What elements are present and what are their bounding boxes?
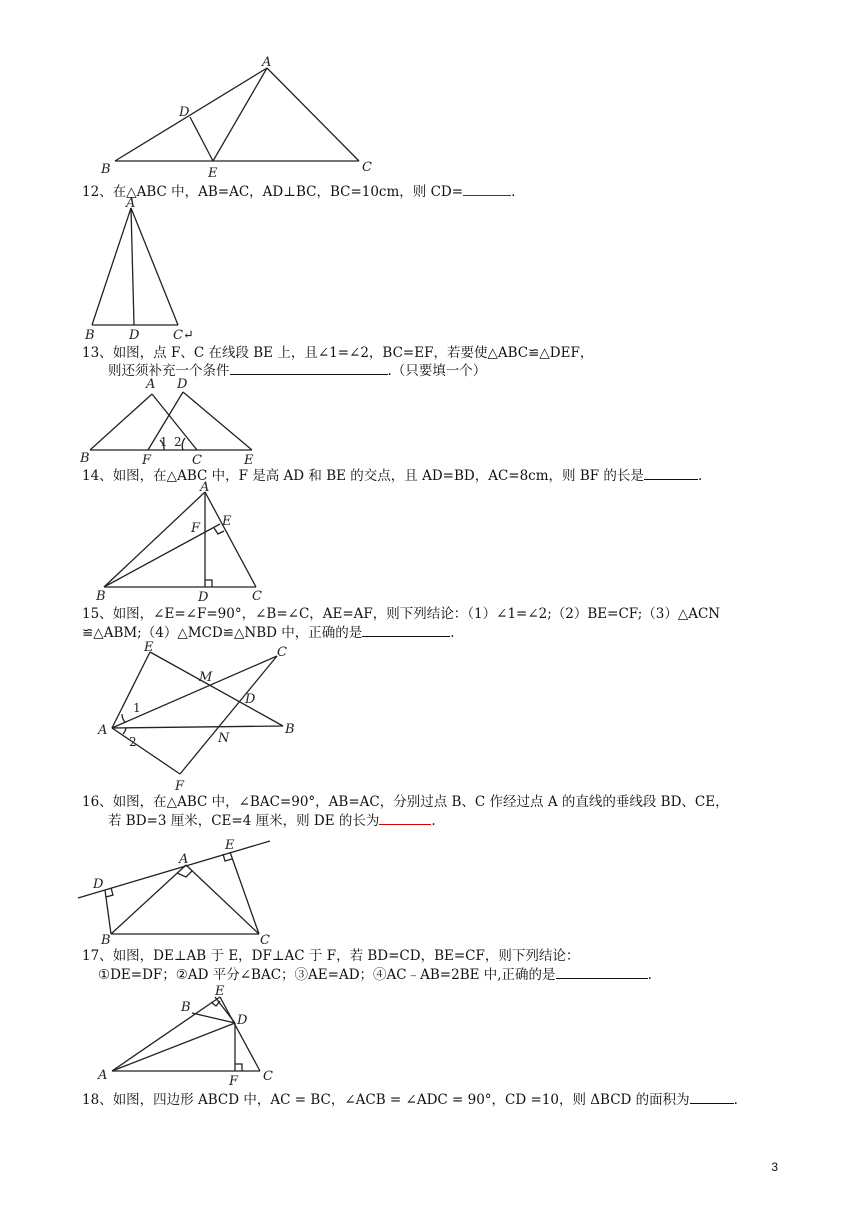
segment [230,852,259,934]
point-label-c: C [263,1069,273,1084]
segment [213,68,267,161]
segment [112,726,283,728]
point-label-c: C↵ [173,328,194,343]
point-label-m: M [199,670,213,685]
figure-angle-bisector [95,983,285,1089]
segment [186,865,259,934]
segment [112,997,220,1071]
question-end: . [733,1092,738,1108]
point-label-b: B [85,328,95,343]
point-label-b: B [80,451,90,466]
point-label-e: E [244,453,254,468]
segment [183,392,252,450]
point-label-a: A [98,723,108,738]
point-label-b: B [101,933,111,948]
point-label-e: E [144,640,154,655]
point-label-e: E [215,984,225,999]
point-label-a: A [200,480,210,495]
answer-blank[interactable] [644,467,698,480]
point-label-two: 2 [174,435,182,449]
question-text: 如图，DE⊥AB 于 E，DF⊥AC 于 F，若 BD=CD，BE=CF，则下列结论： [112,948,580,964]
point-label-e: E [222,514,232,529]
point-label-n: N [218,731,230,746]
point-label-f: F [191,521,201,536]
segment [104,524,220,587]
question-end: . [697,468,703,484]
point-label-e: E [225,838,235,853]
figure-altitudes-triangle [92,480,282,605]
question-13-line1 [82,344,593,362]
question-16-line2 [108,812,436,830]
question-text: 若 BD=3 厘米，CE=4 厘米，则 DE 的长为 [108,813,380,829]
question-number: 12、 [82,184,113,200]
point-label-c: C [192,453,202,468]
question-end: .（只要填一个） [387,363,487,379]
question-end: . [450,625,455,641]
angle-arc [182,438,185,450]
question-text: ①DE=DF；②AD 平分∠BAC；③AE=AD；④AC﹣AB=2BE 中,正确的是 [98,967,556,983]
point-label-one: 1 [160,435,168,449]
point-label-b: B [285,722,295,737]
point-label-a: A [98,1068,108,1083]
point-label-d: D [179,105,190,120]
point-label-a: A [126,196,136,211]
point-label-a: A [262,55,272,70]
point-label-d: D [93,877,104,892]
question-text: 在△ABC 中，AB=AC，AD⊥BC，BC=10cm，则 CD= [112,184,464,200]
answer-blank[interactable] [362,624,450,637]
answer-blank[interactable] [230,362,388,375]
question-number: 13、 [82,345,113,361]
segment [112,1023,235,1071]
right-angle-mark [205,580,212,587]
question-number: 15、 [82,606,113,622]
segment [90,394,152,450]
angle-arc [123,728,126,734]
angle-arc [122,714,125,722]
page-number: 3 [771,1160,778,1174]
segment [104,492,205,587]
question-16-line1 [82,793,729,811]
segment [131,208,178,325]
segment [150,652,283,726]
segment [115,68,267,161]
point-label-two: 2 [129,735,137,749]
figure-isosceles-triangle [85,198,215,343]
answer-blank[interactable] [556,966,648,979]
point-label-e: E [208,166,218,181]
point-label-c: C [252,589,262,604]
question-end: . [647,967,652,983]
question-number: 17、 [82,948,113,964]
point-label-b: B [181,1000,191,1015]
point-label-c: C [277,645,287,660]
point-label-c: C [260,933,270,948]
figure-right-isosceles-perpendiculars [75,838,275,950]
question-18 [82,1091,738,1109]
point-label-b: B [96,589,106,604]
point-label-d: D [177,377,188,392]
point-label-one: 1 [133,701,141,715]
question-number: 16、 [82,794,113,810]
point-label-f: F [142,453,152,468]
segment [205,492,256,587]
question-text: 如图，四边形 ABCD 中，AC = BC，∠ACB = ∠ADC = 90°，CD =10，则 ΔBCD 的面积为 [112,1092,690,1108]
point-label-f: F [175,779,185,794]
segment [92,208,131,325]
segment [111,865,186,934]
point-label-c: C [362,160,372,175]
figure-congruent-crossing [95,638,305,793]
answer-blank[interactable] [690,1091,734,1104]
point-label-d: D [198,590,209,605]
point-label-d: D [129,328,140,343]
figure-two-triangles [80,378,270,468]
right-angle-mark [235,1064,242,1071]
point-label-f: F [229,1074,239,1089]
point-label-a: A [179,852,189,867]
segment [78,841,270,898]
question-15-line1 [82,605,720,623]
point-label-d: D [237,1013,248,1028]
segment [267,68,359,161]
question-end: . [511,184,516,200]
question-text: 则还须补充一个条件 [108,363,230,379]
question-17-line2 [98,966,652,984]
question-text: 如图，∠E=∠F=90°，∠B=∠C，AE=AF，则下列结论：（1）∠1=∠2;（2）BE=CF;（3）△ACN [112,606,721,622]
question-text: 如图，在△ABC 中，∠BAC=90°，AB=AC，分别过点 B、C 作经过点 A 的直线的垂线段 BD、CE， [112,794,729,810]
question-text: 如图，在△ABC 中，F 是高 AD 和 BE 的交点，且 AD=BD，AC=8cm，则 BF 的长是 [112,468,644,484]
segment [112,652,150,728]
segment [220,997,260,1071]
question-number: 18、 [82,1092,113,1108]
segment [131,208,134,325]
question-text: ≌△ABM;（4）△MCD≌△NBD 中，正确的是 [82,625,363,641]
question-text: 如图，点 F、C 在线段 BE 上，且∠1=∠2，BC=EF，若要使△ABC≌△DEF， [112,345,594,361]
point-label-d: D [245,692,256,707]
point-label-b: B [101,162,111,177]
answer-blank[interactable] [379,812,431,825]
question-17-line1 [82,947,579,965]
segment [112,728,180,774]
question-number: 14、 [82,468,113,484]
point-label-a: A [146,377,156,392]
question-end: . [431,813,436,829]
figure-triangle-abc-de [95,55,385,185]
segment [190,117,213,161]
answer-blank[interactable] [463,183,511,196]
